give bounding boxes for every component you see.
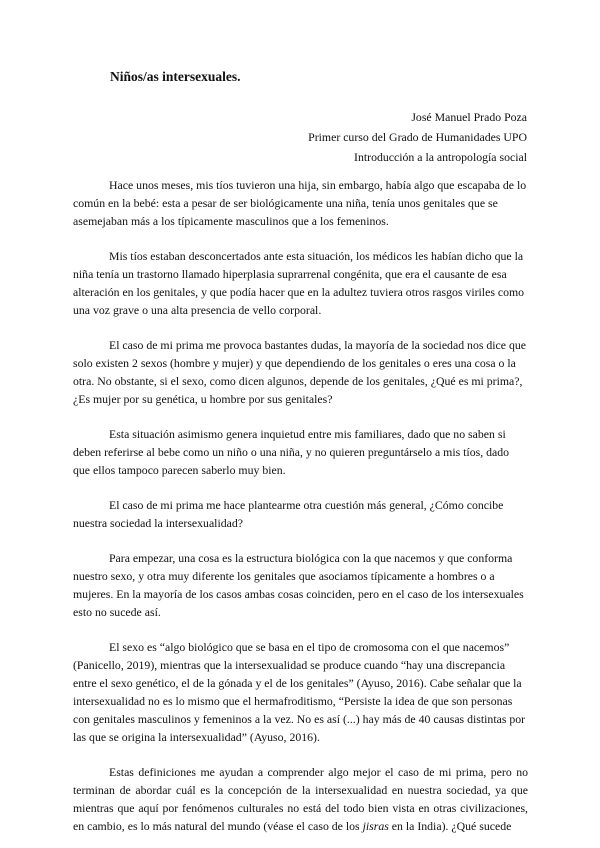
- paragraph-5: El caso de mi prima me hace plantearme otra cuestión más general, ¿Cómo concibe nuestra sociedad la intersexualidad?: [73, 498, 504, 530]
- paragraph-6: Para empezar, una cosa es la estructura biológica con la que nacemos y que conforma nuestro sexo, y otra muy diferente los genitales que asociamos típicamente a hombres o a mujeres. En la mayoría de los casos ambas cosas coinciden, pero en el caso de los intersexuales esto no sucede así.: [73, 551, 524, 619]
- paragraph-7: El sexo es “algo biológico que se basa en el tipo de cromosoma con el que nacemos” (Panicello, 2019), mientras que la intersexualidad se produce cuando “hay una discrepancia entre el sexo genético, el de la gónada y el de los genitales” (Ayuso, 2016). Cabe señalar que la intersexualidad no es lo mismo que el hermafroditismo, “Persiste la idea de que son personas con genitales masculinos y femeninos a la vez. No es así (...) hay más de 40 causas distintas por las que se origina la intersexualidad” (Ayuso, 2016).: [73, 640, 526, 744]
- author-subject: Introducción a la antropología social: [354, 150, 527, 164]
- paragraph-8-start: Estas definiciones me ayudan a comprender algo mejor el caso de mi prima, pero no terminan de abordar cuál es la concepción de la intersexualidad en nuestra sociedad, ya que mientras que aquí por fenómenos culturales no está del todo bien vista en otras civilizaciones, en cambio, es lo más natural del mundo (véase el caso de los: [73, 765, 528, 833]
- paragraph-8: [73, 763, 528, 835]
- document-title: Niños/as intersexuales.: [110, 69, 241, 84]
- paragraph-4: Esta situación asimismo genera inquietud entre mis familiares, dado que no saben si deben referirse al bebe como un niño o una niña, y no quieren preguntárselo a mis tíos, dado que ellos tampoco parecen saberlo muy bien.: [73, 427, 510, 477]
- document-body: [73, 176, 528, 835]
- paragraph-3: El caso de mi prima me provoca bastantes dudas, la mayoría de la sociedad nos dice que solo existen 2 sexos (hombre y mujer) y que dependiendo de los genitales o eres una cosa o la otra. No obstante, si el sexo, como dicen algunos, depende de los genitales, ¿Qué es mi prima?, ¿Es mujer por su genética, u hombre por sus genitales?: [73, 338, 527, 406]
- author-name: José Manuel Prado Poza: [411, 110, 527, 124]
- paragraph-1: Hace unos meses, mis tíos tuvieron una hija, sin embargo, había algo que escapaba de lo común en la bebé: esta a pesar de ser biológicamente una niña, tenía unos genitales que se asemejaban más a los típicamente masculinos que a los femeninos.: [73, 178, 527, 228]
- paragraph-8-italic-term: jisras: [362, 819, 389, 833]
- author-block: [308, 107, 527, 167]
- paragraph-8-end: en la India). ¿Qué sucede: [388, 819, 512, 833]
- author-course: Primer curso del Grado de Humanidades UPO: [308, 130, 527, 144]
- paragraph-2: Mis tíos estaban desconcertados ante esta situación, los médicos les habían dicho que la niña tenía un trastorno llamado hiperplasia suprarrenal congénita, que era el causante de esa alteración en los genitales, y que podía hacer que en la adultez tuviera otros rasgos viriles como una voz grave o una alta presencia de vello corporal.: [73, 249, 525, 317]
